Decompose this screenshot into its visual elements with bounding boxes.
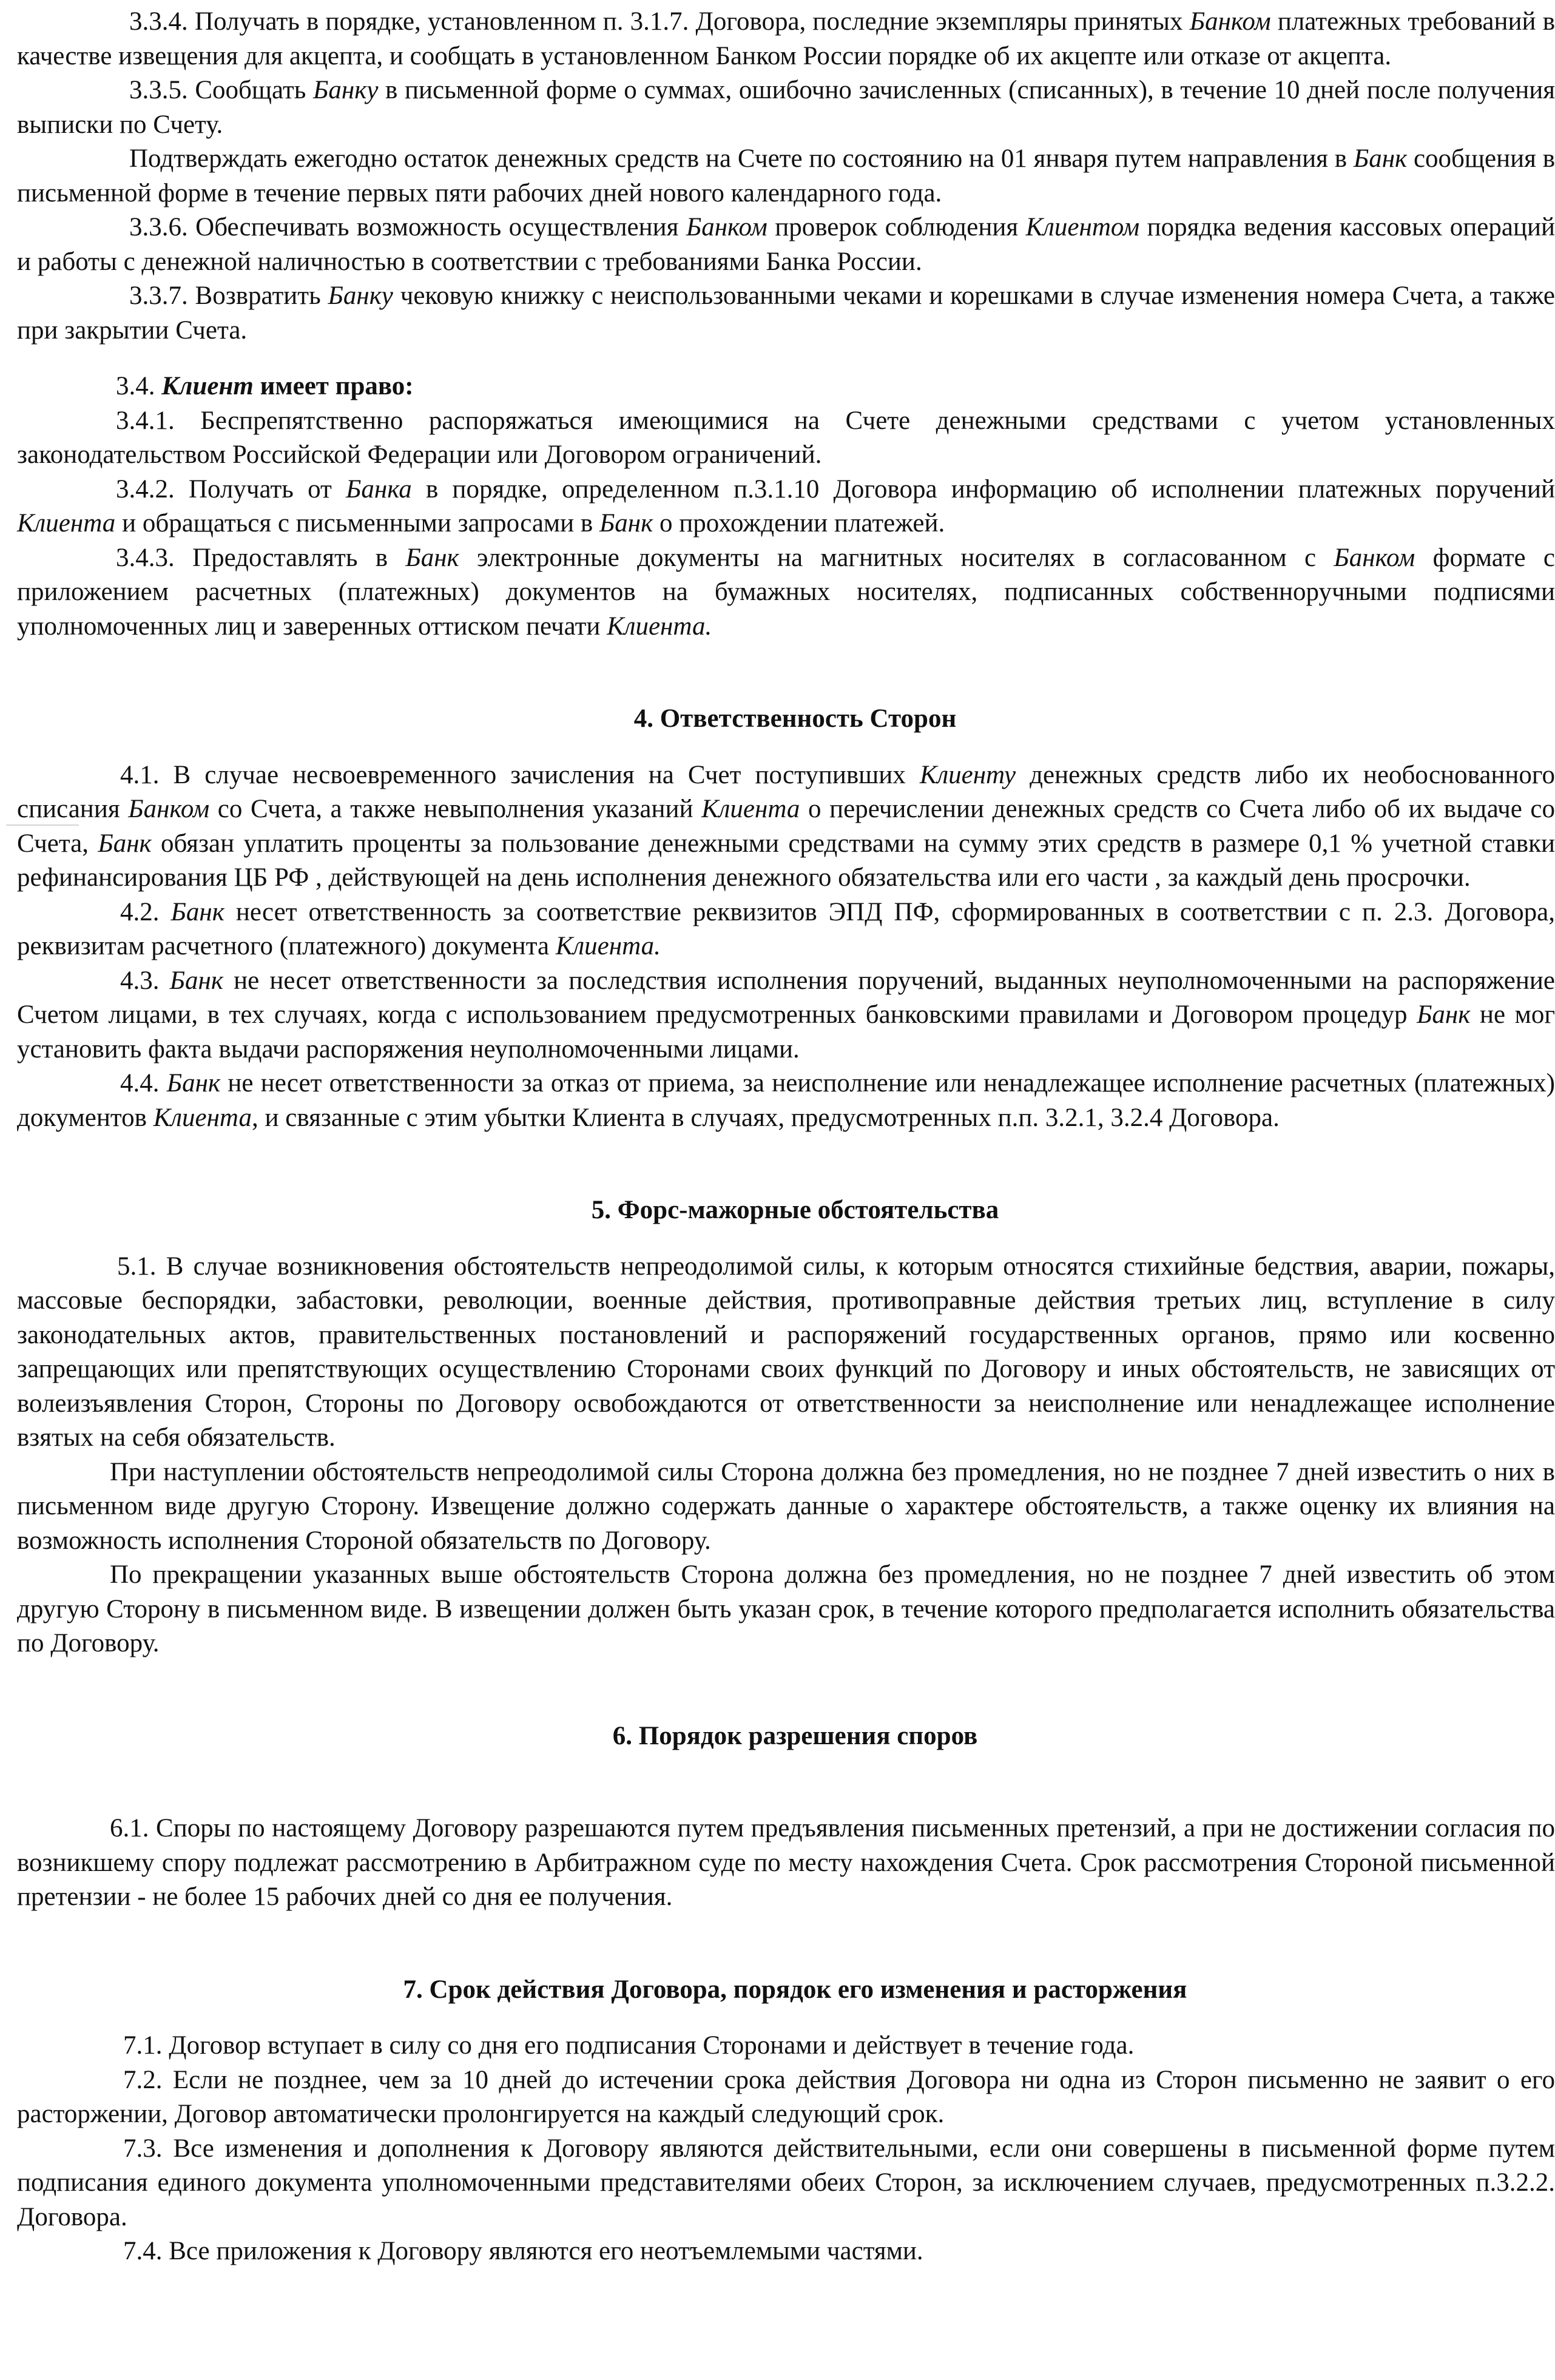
text-run: со Счета, а также невыполнения указаний — [209, 795, 702, 823]
text-run: 3.4.2. Получать от — [116, 474, 346, 504]
paragraph-7-2 — [17, 2063, 1555, 2132]
emphasized-term: Клиента — [17, 509, 116, 538]
emphasized-term: Банку — [313, 76, 379, 104]
section-3-4-heading — [17, 369, 1555, 404]
emphasized-term: Банком — [1334, 543, 1415, 572]
text-run: чековую книжку с неиспользованными чеками и корешками в случае изменения номера Счета, а также при закрытии Счета. — [17, 281, 1555, 345]
emphasized-term: Банком — [1189, 7, 1271, 36]
paragraph-5-3 — [17, 1558, 1555, 1661]
paragraph-3-3-5 — [17, 73, 1555, 142]
text-run: не мог установить факта выдачи распоряжения неуполномоченными лицами. — [17, 1000, 1555, 1064]
text-run: 4.1. В случае несвоевременного зачисления на Счет поступивших — [120, 760, 920, 789]
text-run: 3.3.6. Обеспечивать возможность осуществления — [129, 213, 686, 241]
text-run: в письменной форме о суммах, ошибочно зачисленных (списанных), в течение 10 дней после получения выписки по Счету. — [17, 76, 1555, 139]
section-5-title: 5. Форс-мажорные обстоятельства — [591, 1196, 999, 1224]
section-3-3 — [17, 5, 1555, 348]
paragraph-4-3 — [17, 964, 1555, 1067]
section-7-title: 7. Срок действия Договора, порядок его изменения и расторжения — [403, 1975, 1187, 2004]
emphasized-term: Банку — [328, 281, 393, 310]
section-4-title: 4. Ответственность Сторон — [633, 704, 957, 733]
emphasized-term: Банк — [599, 509, 653, 538]
emphasized-term: Банк — [1353, 144, 1408, 173]
section-5 — [17, 1193, 1555, 1661]
emphasized-term: Банком — [686, 213, 767, 241]
emphasized-term: Клиента. — [555, 932, 661, 960]
emphasized-term: Банк — [405, 543, 459, 572]
emphasized-term: Банком — [128, 795, 210, 823]
emphasized-term: Банк — [166, 1069, 221, 1097]
emphasized-term: Банк — [169, 966, 223, 995]
section-7 — [17, 1973, 1555, 2269]
text-run: 4.3. — [120, 966, 170, 995]
text-run: порядка ведения кассовых операций и работы с денежной наличностью в соответствии с требованиями Банка России. — [17, 213, 1555, 276]
text-run: 4.2. — [120, 897, 171, 926]
paragraph-3-4-2 — [17, 473, 1555, 541]
emphasized-term: Банк — [98, 829, 152, 858]
text-run: , и связанные с этим убытки Клиента в случаях, предусмотренных п.п. 3.2.1, 3.2.4 Договора. — [252, 1103, 1280, 1132]
text-run: При наступлении обстоятельств непреодолимой силы Сторона должна без промедления, но не позднее 7 дней известить о них в письменном виде другую Сторону. Извещение должно содержать данные о характере обстоятельств, а также оценку их влияния на возможность исполнения Стороной обязательств по Договору. — [17, 1457, 1555, 1555]
text-run: платежных требований в качестве извещения для акцепта, и сообщать в установленном Банком России порядке об их акцепте или отказе от акцепта. — [17, 7, 1555, 70]
text-run: По прекращении указанных выше обстоятельств Сторона должна без промедления, но не позднее 7 дней известить об этом другую Сторону в письменном виде. В извещении должен быть указан срок, в течение которого предполагается исполнить обязательства по Договору. — [17, 1560, 1555, 1657]
emphasized-term: Клиента — [153, 1103, 252, 1132]
heading-client: Клиент — [161, 372, 254, 400]
section-3-4 — [17, 369, 1555, 644]
text-run: и обращаться с письменными запросами в — [115, 509, 599, 538]
text-run: электронные документы на магнитных носителях в согласованном с — [459, 543, 1334, 572]
text-run: 5.1. В случае возникновения обстоятельств непреодолимой силы, к которым относятся стихийные бедствия, аварии, пожары, массовые беспорядки, забастовки, революции, военные действия, противоправные действия третьих лиц, вступление в силу законодательных актов, правительственных постановлений и распоряжений государственных органов, прямо или косвенно запрещающих или препятствующих осуществлению Сторонами своих функций по Договору и иных обстоятельств, не зависящих от волеизъявления Сторон, Стороны по Договору освобождаются от ответственности за неисполнение или ненадлежащее исполнение взятых на себя обязательств. — [17, 1252, 1555, 1452]
paragraph-4-2 — [17, 895, 1555, 964]
text-run: о прохождении платежей. — [653, 509, 945, 538]
paragraph-6-1 — [17, 1812, 1555, 1915]
text-run: 3.3.4. Получать в порядке, установленном п. 3.1.7. Договора, последние экземпляры принятых — [129, 7, 1190, 36]
text-run: обязан уплатить проценты за пользование денежными средствами на сумму этих средств в размере 0,1 % учетной ставки рефинансирования ЦБ РФ , действующей на день исполнения денежного обязательства или его части , за каждый день просрочки. — [17, 829, 1555, 892]
text-run: 6.1. Споры по настоящему Договору разрешаются путем предъявления письменных претензий, а при не достижении согласия по возникшему спору подлежат рассмотрению в Арбитражном суде по месту нахождения Счета. Срок рассмотрения Стороной письменной претензии - не более 15 рабочих дней со дня ее получения. — [17, 1814, 1555, 1911]
paragraph-5-1 — [17, 1250, 1555, 1455]
text-run: о перечислении денежных средств со Счета либо об их выдаче со Счета, — [17, 795, 1555, 858]
paragraph-7-4 — [17, 2234, 1555, 2269]
text-run: 4.4. — [120, 1069, 167, 1097]
emphasized-term: Клиента — [701, 795, 800, 823]
text-run: в порядке, определенном п.3.1.10 Договора информацию об исполнении платежных поручений — [411, 474, 1555, 504]
section-6 — [17, 1719, 1555, 1915]
emphasized-term: Клиенту — [919, 760, 1016, 789]
document-body — [17, 5, 1555, 2269]
paragraph-3-3-5-continued — [17, 142, 1555, 211]
emphasized-term: Клиента. — [607, 612, 712, 641]
paragraph-7-1 — [17, 2029, 1555, 2063]
text-run: не несет ответственности за последствия исполнения поручений, выданных неуполномоченными на распоряжение Счетом лицами, в тех случаях, когда с использованием предусмотренных банковскими правилами и Договором процедур — [17, 966, 1555, 1029]
emphasized-term: Банка — [346, 474, 412, 504]
paragraph-3-4-1 — [17, 404, 1555, 473]
text-run: 7.3. Все изменения и дополнения к Договору являются действительными, если они совершены в письменной форме путем подписания единого документа уполномоченными представителями обеих Сторон, за исключением случаев, предусмотренных п.3.2.2. Договора. — [17, 2134, 1555, 2231]
text-run: 7.4. Все приложения к Договору являются его неотъемлемыми частями. — [123, 2237, 923, 2265]
text-run: 7.1. Договор вступает в силу со дня его подписания Сторонами и действует в течение года. — [123, 2031, 1135, 2060]
text-run: сообщения в письменной форме в течение первых пяти рабочих дней нового календарного года. — [17, 144, 1555, 207]
text-run: не несет ответственности за отказ от приема, за неисполнение или ненадлежащее исполнение расчетных (платежных) документов — [17, 1069, 1555, 1132]
paragraph-3-3-4 — [17, 5, 1555, 73]
text-run: денежных средств либо их необоснованного списания — [17, 760, 1555, 823]
text-run: 3.3.5. Сообщать — [129, 76, 314, 104]
text-run: 3.4.3. Предоставлять в — [116, 543, 406, 572]
paragraph-4-4 — [17, 1067, 1555, 1135]
paragraph-3-3-6 — [17, 211, 1555, 279]
paragraph-7-3 — [17, 2132, 1555, 2235]
text-run: 7.2. Если не позднее, чем за 10 дней до истечении срока действия Договора ни одна из Сторон письменно не заявит о его расторжении, Договор автоматически пролонгируется на каждый следующий срок. — [17, 2065, 1555, 2128]
section-4 — [17, 702, 1555, 1135]
text-run: формате с приложением расчетных (платежных) документов на бумажных носителях, подписанных собственноручными подписями уполномоченных лиц и заверенных оттиском печати — [17, 543, 1555, 641]
paragraph-5-2 — [17, 1455, 1555, 1559]
text-run: проверок соблюдения — [767, 213, 1026, 241]
paragraph-3-3-7 — [17, 279, 1555, 348]
text-run: несет ответственность за соответствие реквизитов ЭПД ПФ, сформированных в соответствии с п. 2.3. Договора, реквизитам расчетного (платежного) документа — [17, 897, 1555, 960]
paragraph-4-1 — [17, 758, 1555, 895]
text-run: 3.3.7. Возвратить — [129, 281, 328, 310]
section-6-title: 6. Порядок разрешения споров — [612, 1721, 978, 1750]
paragraph-3-4-3 — [17, 541, 1555, 644]
emphasized-term: Клиентом — [1025, 213, 1140, 241]
text-run: 3.4.1. Беспрепятственно распоряжаться имеющимися на Счете денежными средствами с учетом установленных законодательством Российской Федерации или Договором ограничений. — [17, 406, 1555, 469]
heading-rest: имеет право: — [253, 372, 414, 400]
text-run: Подтверждать ежегодно остаток денежных средств на Счете по состоянию на 01 января путем направления в — [129, 144, 1354, 173]
emphasized-term: Банк — [1417, 1000, 1471, 1029]
heading-number: 3.4. — [116, 372, 162, 400]
emphasized-term: Банк — [170, 897, 224, 926]
